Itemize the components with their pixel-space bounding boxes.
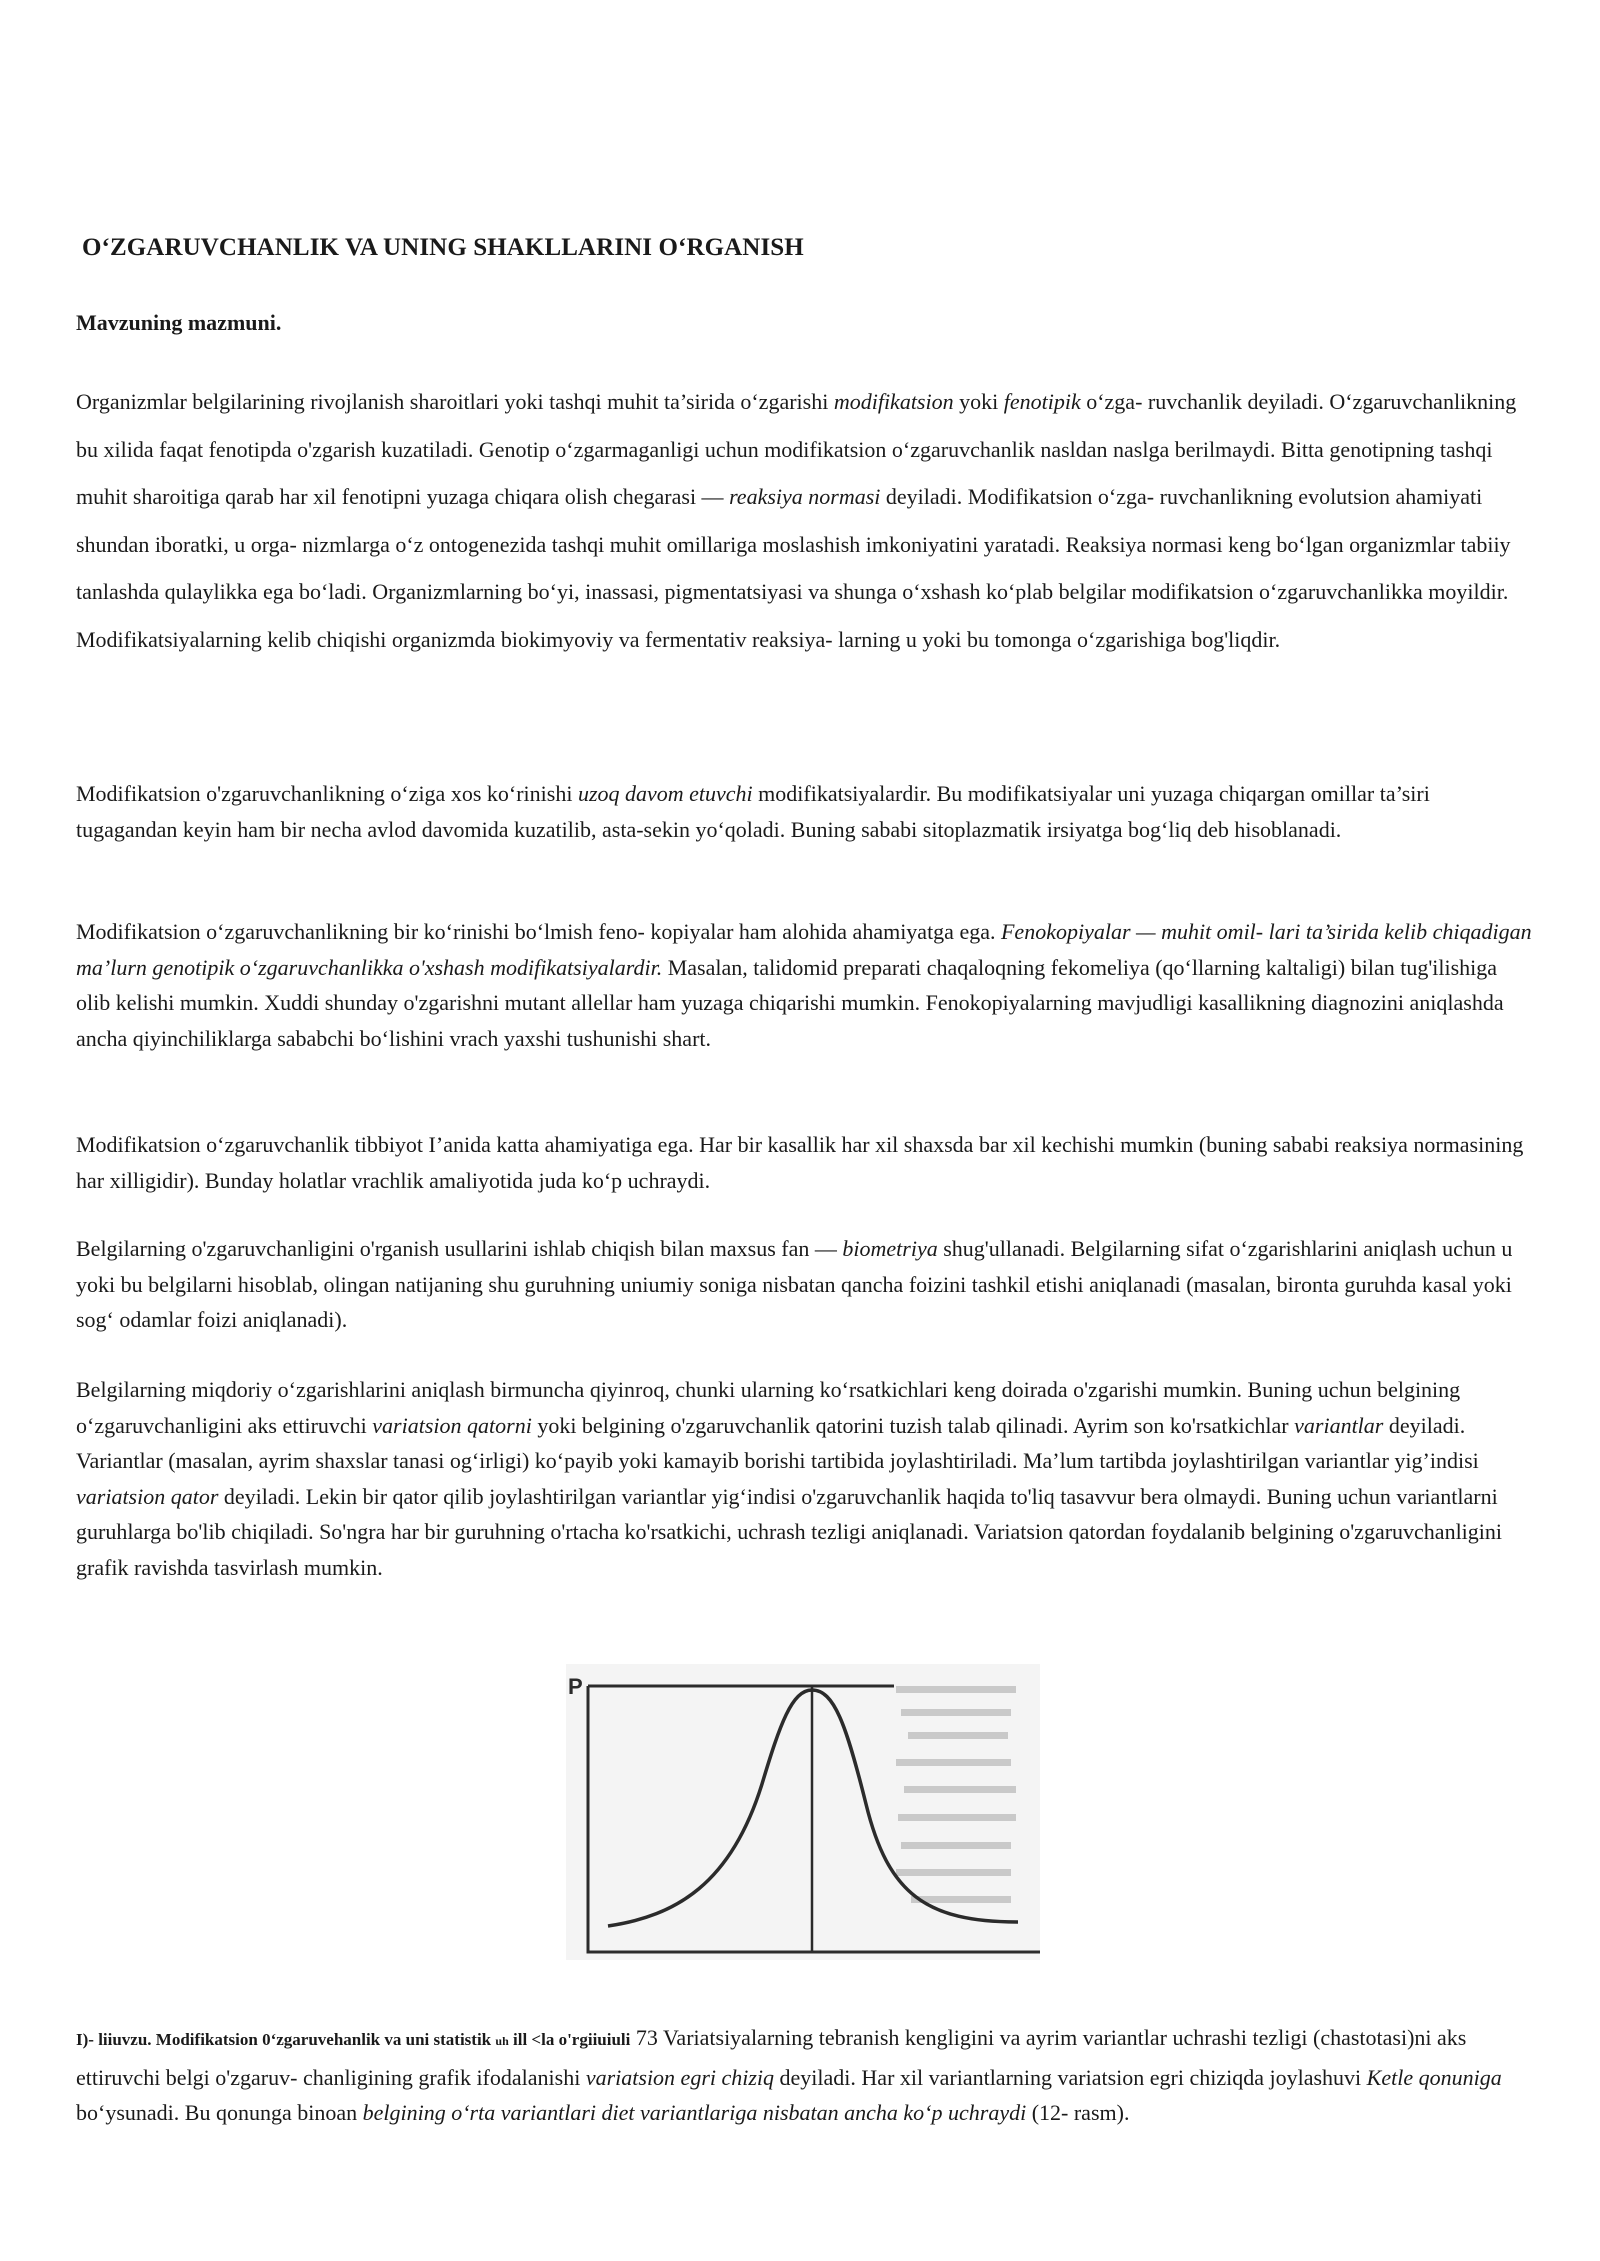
page-title: O‘ZGARUVCHANLIK VA UNING SHAKLLARINI O‘RGANISH bbox=[82, 234, 804, 261]
text-run: Belgilarning o'zgaruvchanligini o'rganish usullarini ishlab chiqish bilan maxsus fan — bbox=[76, 1236, 843, 1261]
paragraph-biometry bbox=[76, 1231, 1536, 1338]
term-italic: variatsion qatorni bbox=[372, 1412, 532, 1438]
paragraph-long-modifications bbox=[76, 776, 1536, 847]
figure-caption: I)- liiuvzu. Modifikatsion 0‘zgaruvehanlik va uni statistik bbox=[76, 2030, 496, 2049]
term-italic: fenotipik bbox=[1003, 389, 1081, 414]
y-axis-label: P bbox=[568, 1674, 583, 1699]
term-italic: modifikatsion bbox=[833, 389, 954, 414]
variation-curve-figure bbox=[566, 1664, 1040, 1960]
term-italic: variantlar bbox=[1294, 1412, 1384, 1438]
text-run: 73 Variatsiyalarning tebranish kengligini va ayrim variantlar uchrashi tezligi (chastotasi)ni aks ettiruvchi belgi o'zgaruv- chanligining grafik ifodalanishi bbox=[76, 2025, 1467, 2090]
term-italic: belgining o‘rta variantlari diet variantlariga nisbatan ancha ko‘p uchraydi bbox=[362, 2100, 1027, 2125]
text-run: deyiladi. Variantlar (masalan, ayrim shaxslar tanasi og‘irligi) ko‘payib yoki kamayib borishi tartibida joylashtiriladi. Ma’lum tartibda joylashtirilgan variantlar yig’indisi bbox=[76, 1412, 1479, 1473]
term-italic: reaksiya normasi bbox=[729, 484, 881, 509]
paragraph-variation-series bbox=[76, 1372, 1536, 1585]
text-run: Masalan, talidomid preparati chaqaloqning fekomeliya (qo‘llarning kaltaligi) bilan tug'ilishiga olib kelishi mumkin. Xuddi shunday o'zgarishni mutant allellar ham yuzaga chiqarishi mumkin. Fenokopiyalarning mavjudligi kasallikning diagnozini aniqlashda ancha qiyinchiliklarga sababchi bo‘lishini vrach yaxshi tushunishi shart. bbox=[76, 954, 1504, 1051]
text-run: Organizmlar belgilarining rivojlanish sharoitlari yoki tashqi muhit ta’sirida o‘zgarishi bbox=[76, 389, 834, 414]
term-italic: variatsion egri chiziq bbox=[585, 2064, 775, 2090]
paragraph-variation-curve bbox=[76, 2020, 1536, 2131]
text-run: Belgilarning miqdoriy o‘zgarishlarini aniqlash birmuncha qiyinroq, chunki ularning ko‘rsatkichlari keng doirada o'zgarishi mumkin. Buning uchun belgining o‘zgaruvchanligini aks ettiruvchi bbox=[76, 1377, 1461, 1438]
paragraph-phenocopies bbox=[76, 914, 1536, 1056]
text-run: (12- rasm). bbox=[1026, 2100, 1130, 2125]
text-run: shug'ullanadi. Belgilarning sifat o‘zgarishlarini aniqlash uchun u yoki bu belgilarni hisoblab, olingan natijaning shu guruhning uniumiy soniga nisbatan qancha foizini tashkil etishi aniqlanadi (masalan, bironta guruhda kasal yoki sog‘ odamlar foizi aniqlanadi). bbox=[76, 1236, 1513, 1332]
term-italic: variatsion qator bbox=[76, 1483, 219, 1509]
text-run: o‘zga- ruvchanlik deyiladi. O‘zgaruvchanlikning bu xilida faqat fenotipda o'zgarish kuzatiladi. Genotip o‘zgarmaganligi uchun modifikatsion o‘zgaruvchanlik nasldan naslga berilmaydi. Bitta genotipning tashqi muhit sharoitiga qarab har xil fenotipni yuzaga chiqara olish chegarasi — bbox=[76, 389, 1517, 509]
figure-background bbox=[566, 1664, 1040, 1960]
text-run: Modifikatsion o‘zgaruvchanlik tibbiyot I’anida katta ahamiyatiga ega. Har bir kasallik har xil shaxsda bar xil kechishi mumkin (buning sababi reaksiya normasining har xilligidir). Bunday holatlar vrachlik amaliyotida juda ko‘p uchraydi. bbox=[76, 1132, 1524, 1193]
text-run: yoki bbox=[953, 389, 1004, 414]
figure-caption: ill <la o'rgiiuiuli bbox=[508, 2030, 631, 2049]
text-run: bo‘ysunadi. Bu qonunga binoan bbox=[76, 2100, 363, 2125]
term-italic: Ketle qonuniga bbox=[1366, 2064, 1502, 2090]
text-run: deyiladi. Modifikatsion o‘zga- ruvchanlikning evolutsion ahamiyati shundan iboratki, u orga- nizmlarga o‘z ontogenezida tashqi muhit omillariga moslashish imkoniyatini yaratadi. Reaksiya normasi keng bo‘lgan organizmlar tabiiy tanlashda qulaylikka ega bo‘ladi. Organizmlarning bo‘yi, inassasi, pigmentatsiyasi va shunga o‘xshash ko‘plab belgilar modifikatsion o‘zgaruvchanlikka moyildir. Modifikatsiyalarning kelib chiqishi organizmda biokimyoviy va fermentativ reaksiya- larning u yoki bu tomonga o‘zgarishiga bog'liqdir. bbox=[76, 484, 1511, 652]
figure-caption-small: uh bbox=[495, 2034, 509, 2048]
text-run: yoki belgining o'zgaruvchanlik qatorini tuzish talab qilinadi. Ayrim son ko'rsatkichlar bbox=[531, 1412, 1295, 1438]
term-italic: biometriya bbox=[842, 1236, 938, 1261]
text-run: deyiladi. Lekin bir qator qilib joylashtirilgan variantlar yig‘indisi o'zgaruvchanlik haqida to'liq tasavvur bera olmaydi. Buning uchun variantlarni guruhlarga bo'lib chiqiladi. So'ngra har bir guruhning o'rtacha ko'rsatkichi, uchrash tezligi aniqlanadi. Variatsion qatordan foydalanib belgining o'zgaruvchanligini grafik ravishda tasvirlash mumkin. bbox=[76, 1483, 1503, 1580]
text-run: Modifikatsion o‘zgaruvchanlikning bir ko‘rinishi bo‘lmish feno- kopiyalar ham alohida ahamiyatga ega. bbox=[76, 919, 1001, 944]
text-run: deyiladi. Har xil variantlarning variatsion egri chiziqda joylashuvi bbox=[774, 2064, 1367, 2090]
term-italic: Fenokopiyalar — muhit omil- lari ta’sirida kelib chiqadigan ma’lurn genotipik o‘zgaruvchanlikka o'xshash modifikatsiyalardir. bbox=[76, 919, 1532, 980]
paragraph-medicine bbox=[76, 1127, 1536, 1198]
text-run: modifikatsiyalardir. Bu modifikatsiyalar uni yuzaga chiqargan omillar ta’siri tugagandan keyin ham bir necha avlod davomida kuzatilib, asta-sekin yo‘qoladi. Buning sababi sitoplazmatik irsiyatga bog‘liq deb hisoblanadi. bbox=[76, 781, 1430, 842]
term-italic: uzoq davom etuvchi bbox=[577, 781, 753, 806]
section-subtitle: Mavzuning mazmuni. bbox=[76, 310, 282, 335]
text-run: Modifikatsion o'zgaruvchanlikning o‘ziga xos ko‘rinishi bbox=[76, 781, 578, 806]
paragraph-modification bbox=[76, 378, 1536, 663]
